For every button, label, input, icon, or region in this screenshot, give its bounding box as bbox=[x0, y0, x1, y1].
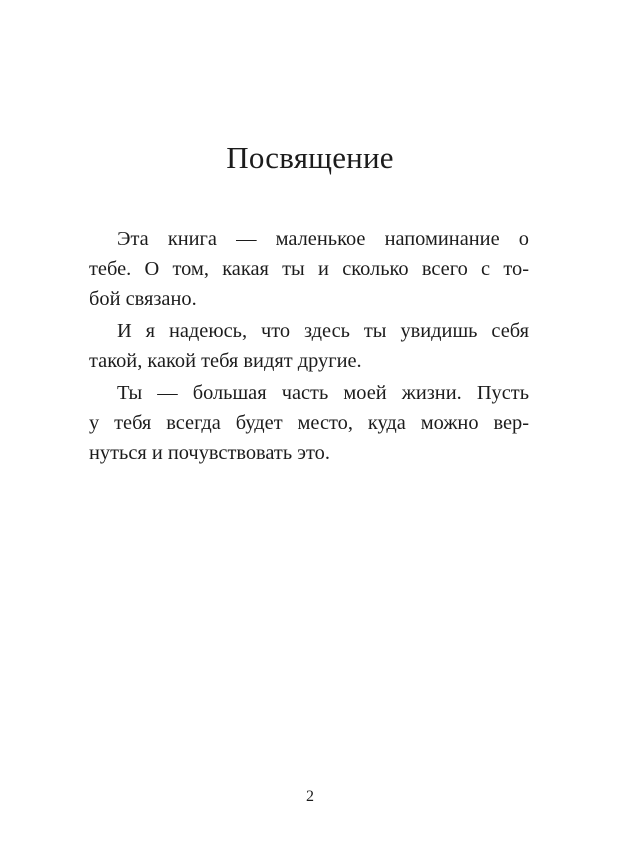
paragraph-3 bbox=[89, 378, 529, 468]
paragraph-line: такой, какой тебя видят другие. bbox=[89, 350, 362, 372]
paragraph-2 bbox=[89, 316, 529, 376]
paragraph-line: Эта книга — маленькое напоминание о bbox=[117, 228, 529, 250]
page-number: 2 bbox=[306, 788, 314, 805]
paragraph-line: бой связано. bbox=[89, 288, 197, 310]
page-title: Посвящение bbox=[226, 140, 394, 175]
paragraph-line: нуться и почувствовать это. bbox=[89, 442, 330, 464]
paragraph-line: И я надеюсь, что здесь ты увидишь себя bbox=[117, 320, 529, 342]
dedication-text bbox=[89, 224, 529, 468]
paragraph-line: Ты — большая часть моей жизни. Пусть bbox=[117, 382, 529, 404]
paragraph-line: у тебя всегда будет место, куда можно вер- bbox=[89, 412, 529, 434]
paragraph-1 bbox=[89, 224, 529, 314]
paragraph-line: тебе. О том, какая ты и сколько всего с то- bbox=[89, 258, 529, 280]
